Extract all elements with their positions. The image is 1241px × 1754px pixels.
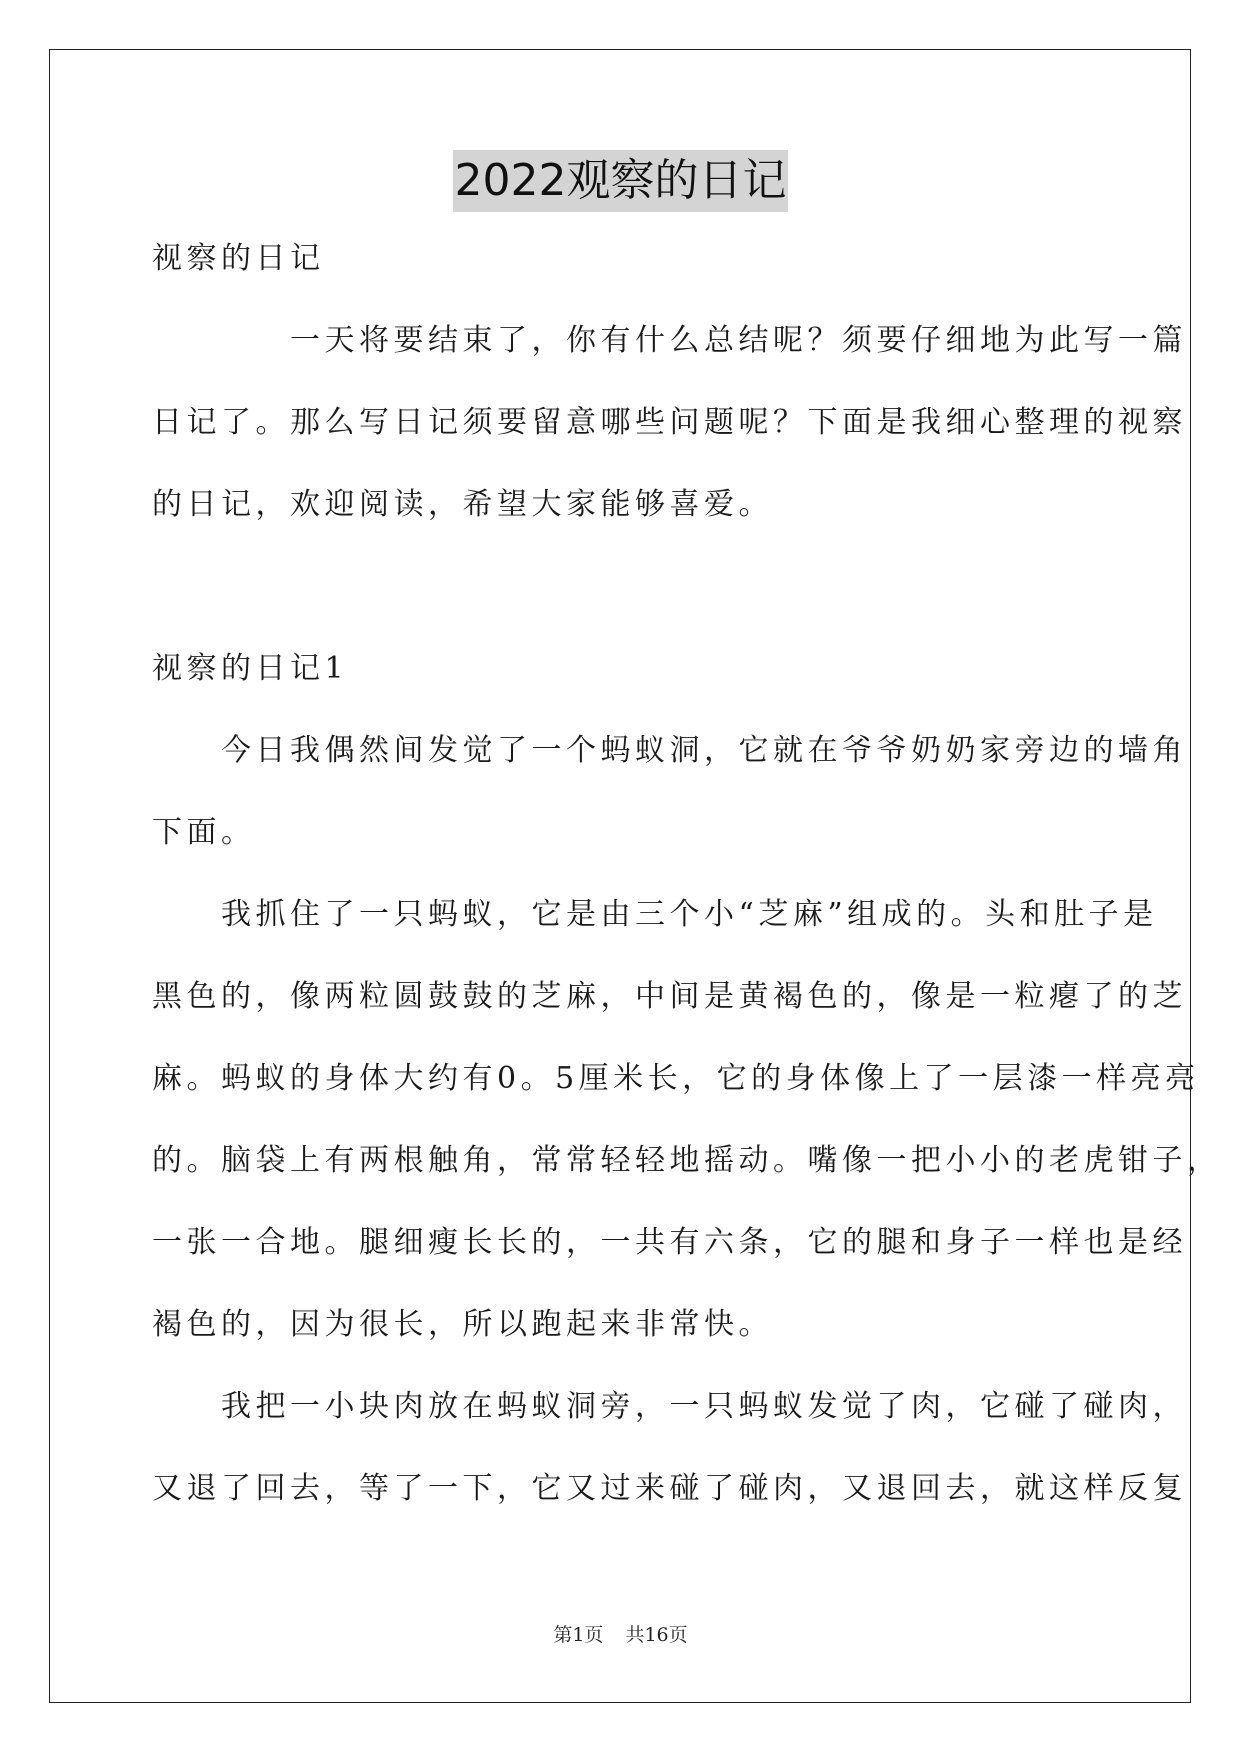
text-line: 下面。 bbox=[152, 815, 256, 850]
text-line: 日记了。那么写日记须要留意哪些问题呢？下面是我细心整理的视察 bbox=[152, 405, 1187, 440]
text-line: 今日我偶然间发觉了一个蚂蚁洞，它就在爷爷奶奶家旁边的墙角 bbox=[152, 733, 1187, 768]
text-line: 的。脑袋上有两根触角，常常轻轻地摇动。嘴像一把小小的老虎钳子， bbox=[152, 1143, 1222, 1178]
text-line: 视察的日记1 bbox=[152, 651, 349, 686]
text-line: 视察的日记 bbox=[152, 241, 325, 276]
text-line: 又退了回去，等了一下，它又过来碰了碰肉，又退回去，就这样反复 bbox=[152, 1471, 1187, 1506]
text-line: 的日记，欢迎阅读，希望大家能够喜爱。 bbox=[152, 487, 773, 522]
document-body bbox=[152, 218, 1222, 1530]
text-line: 麻。蚂蚁的身体大约有0。5厘米长，它的身体像上了一层漆一样亮亮 bbox=[152, 1061, 1200, 1096]
title-container bbox=[0, 150, 1241, 212]
page-total: 共16页 bbox=[625, 1624, 688, 1646]
text-line: 一张一合地。腿细瘦长长的，一共有六条，它的腿和身子一样也是经 bbox=[152, 1225, 1187, 1260]
page-footer bbox=[0, 1620, 1241, 1647]
page-number: 第1页 bbox=[553, 1624, 604, 1646]
text-line: 我把一小块肉放在蚂蚁洞旁，一只蚂蚁发觉了肉，它碰了碰肉， bbox=[152, 1389, 1187, 1424]
text-line: 褐色的，因为很长，所以跑起来非常快。 bbox=[152, 1307, 773, 1342]
document-title: 2022观察的日记 bbox=[453, 150, 789, 212]
text-line: 我抓住了一只蚂蚁，它是由三个小“芝麻”组成的。头和肚子是 bbox=[152, 897, 1158, 932]
text-line: 黑色的，像两粒圆鼓鼓的芝麻，中间是黄褐色的，像是一粒瘪了的芝 bbox=[152, 979, 1187, 1014]
text-line: 一天将要结束了，你有什么总结呢？须要仔细地为此写一篇 bbox=[152, 323, 1187, 358]
text-line bbox=[152, 546, 1092, 628]
